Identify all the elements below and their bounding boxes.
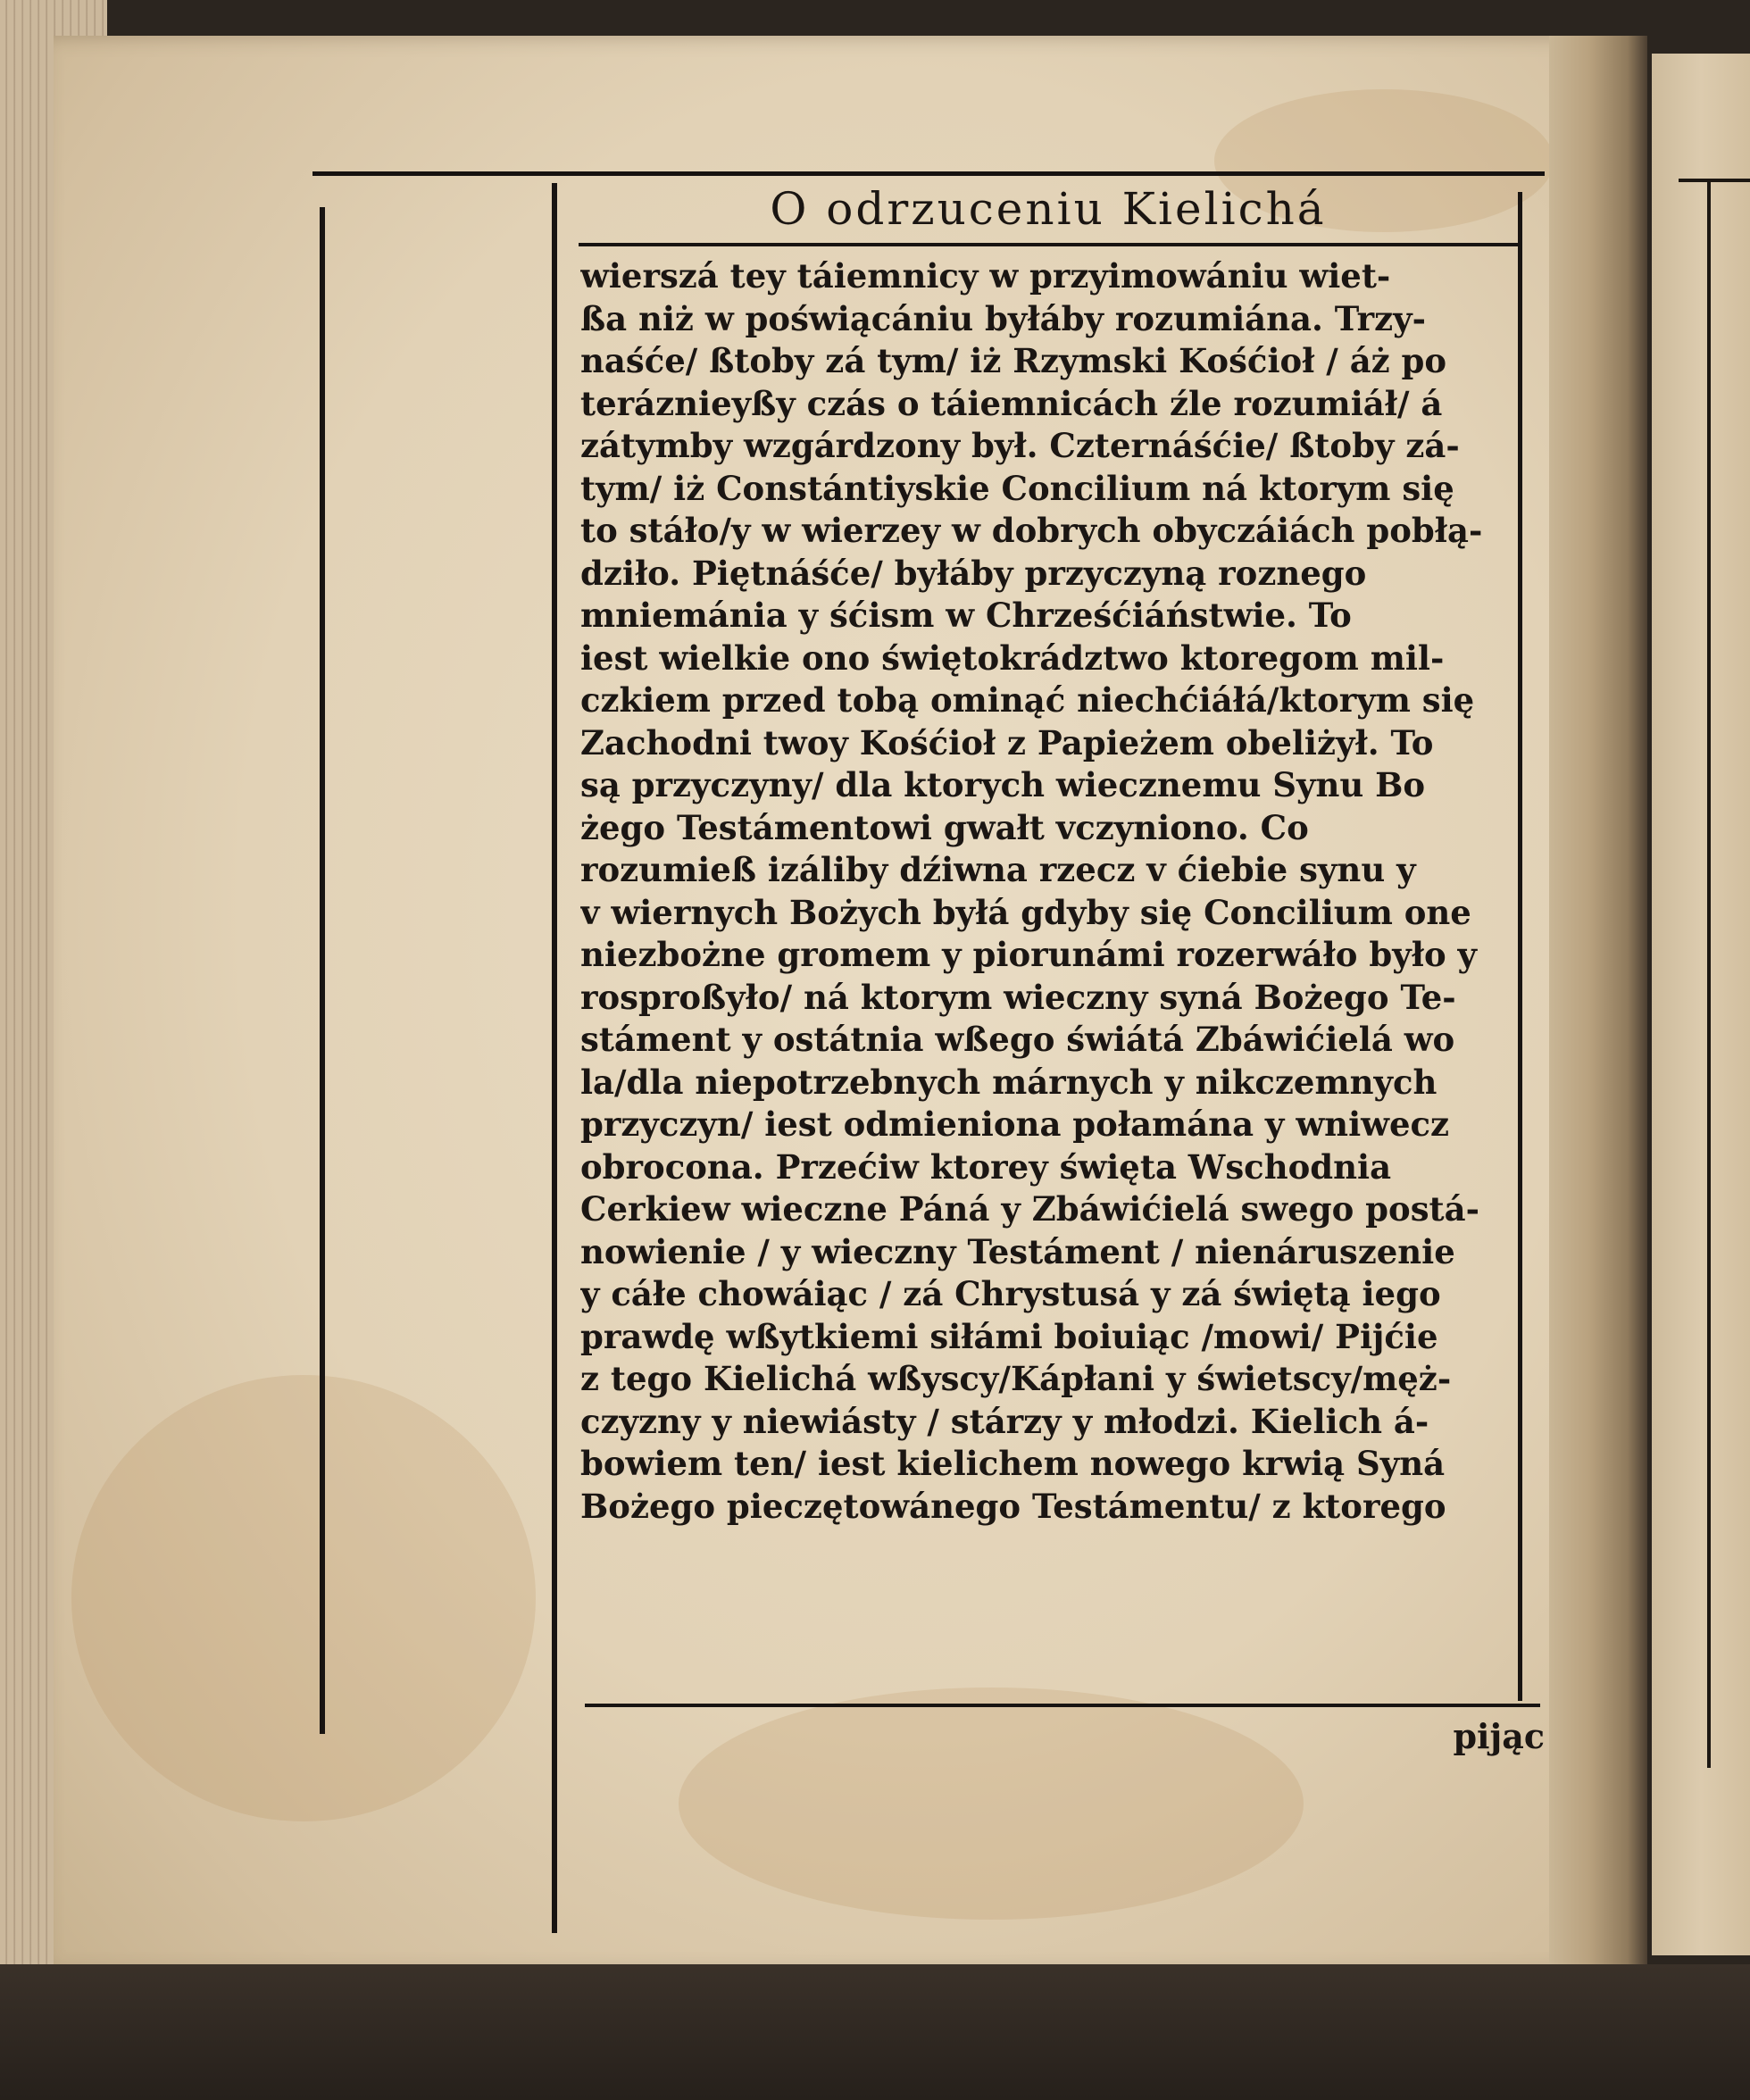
text-line: iest wielkie ono świętokrádztwo ktoregom mil- [580, 638, 1445, 678]
water-stain [679, 1688, 1304, 1920]
text-line: są przyczyny/ dla ktorych wiecznemu Synu Bo [580, 765, 1426, 804]
margin-rule-outer [320, 207, 325, 1734]
text-line: dziło. Piętnáśće/ byłáby przyczyną roznego [580, 553, 1367, 593]
text-line: teráznieyßy czás o táiemnicách źle rozumiáł/ á [580, 383, 1443, 423]
text-line: prawdę wßytkiemi siłámi boiuiąc /mowi/ Pijćie [580, 1316, 1438, 1356]
text-line: przyczyn/ iest odmieniona połamána y wniwecz [580, 1104, 1450, 1144]
text-line: obrocona. Przećiw ktorey święta Wschodnia [580, 1146, 1392, 1187]
body-text-column [580, 255, 1536, 1528]
text-line: la/dla niepotrzebnych márnych y nikczemnych [580, 1062, 1438, 1102]
table-background [0, 1964, 1750, 2100]
facing-page-column-rule [1707, 179, 1711, 1768]
text-line: rozumieß izáliby dźiwna rzecz v ćiebie synu y [580, 850, 1416, 889]
text-line: bowiem ten/ iest kielichem nowego krwią Syná [580, 1444, 1446, 1483]
text-line: czyzny y niewiásty / stárzy y młodzi. Kielich á- [580, 1401, 1429, 1441]
text-line: Zachodni twoy Kośćioł z Papieżem obeliżył. To [580, 722, 1434, 762]
facing-page-edge [1652, 54, 1750, 1955]
water-stain [71, 1375, 536, 1821]
book-gutter [1549, 36, 1647, 1973]
text-line: Cerkiew wieczne Páná y Zbáwićielá swego postá- [580, 1189, 1479, 1229]
text-line: naśće/ ßtoby zá tym/ iż Rzymski Kośćioł / áż po [580, 341, 1447, 380]
facing-page-rule [1679, 179, 1750, 182]
text-line: nowienie / y wieczny Testáment / nienáruszenie [580, 1231, 1455, 1271]
text-line: rosproßyło/ ná ktorym wieczny syná Bożego Te- [580, 977, 1456, 1017]
text-line: ßa niż w poświącániu byłáby rozumiána. Trzy- [580, 298, 1426, 338]
catchword: pijąc [1453, 1716, 1545, 1756]
top-border-rule [312, 171, 1545, 176]
text-line: niezbożne gromem y piorunámi rozerwáło było y [580, 935, 1478, 974]
text-line: zátymby wzgárdzony był. Czternáśćie/ ßtoby zá- [580, 426, 1460, 465]
text-line: wierszá tey táiemnicy w przyimowániu wiet- [580, 256, 1391, 296]
text-line: mniemánia y śćism w Chrześćiáństwie. To [580, 596, 1352, 635]
text-line: stáment y ostátnia wßego świátá Zbáwićielá wo [580, 1020, 1455, 1059]
running-head: O odrzuceniu Kielichá [770, 183, 1327, 235]
bottom-border-rule [585, 1704, 1540, 1707]
text-line: tym/ iż Constántiyskie Concilium ná ktorym się [580, 468, 1454, 508]
text-line: żego Testámentowi gwałt vczyniono. Co [580, 807, 1309, 847]
text-line: Bożego pieczętowánego Testámentu/ z ktorego [580, 1486, 1446, 1526]
text-line: z tego Kielichá wßyscy/Kápłani y świetscy/męż- [580, 1359, 1452, 1398]
text-line: y cáłe chowáiąc / zá Chrystusá y zá świętą iego [580, 1274, 1441, 1313]
text-line: czkiem przed tobą ominąć niechćiáłá/ktorym się [580, 680, 1475, 720]
text-line: v wiernych Bożych byłá gdyby się Concilium one [580, 892, 1471, 932]
text-line: to stáło/y w wierzey w dobrych obyczáiách pobłą- [580, 511, 1483, 550]
margin-rule-inner [552, 183, 557, 1933]
header-rule [579, 243, 1518, 246]
